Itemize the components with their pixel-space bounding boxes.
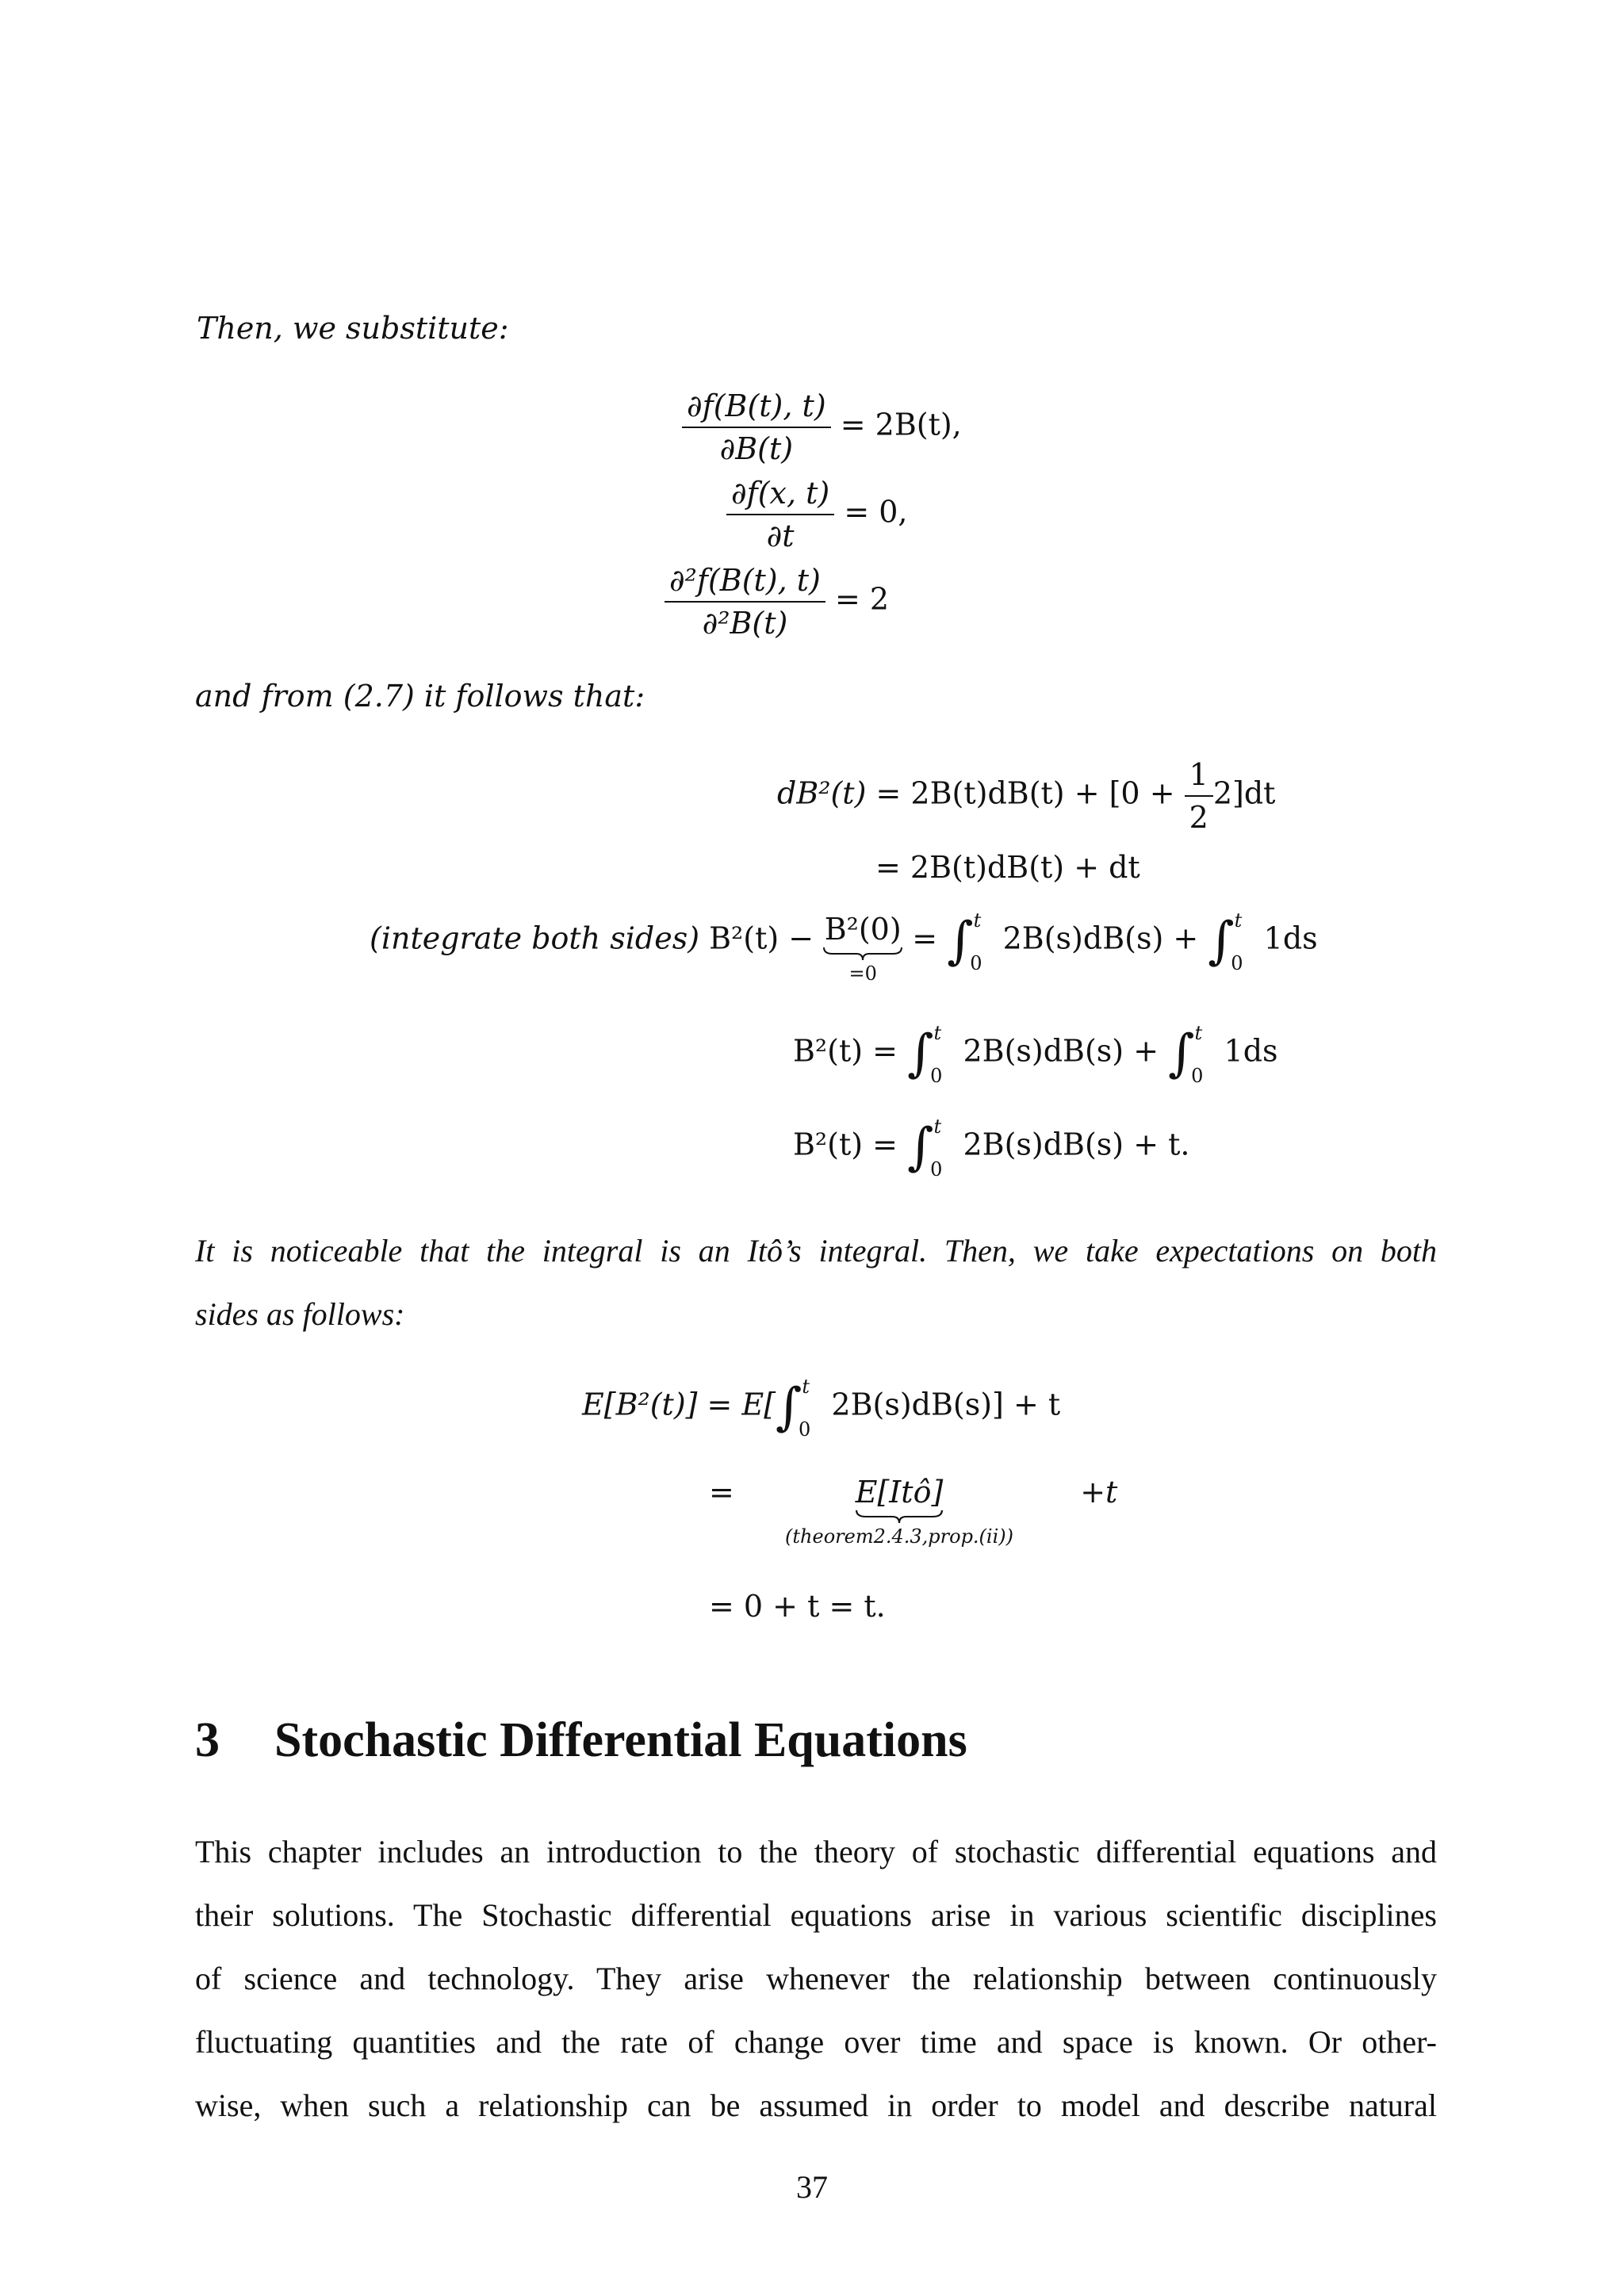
section-title: Stochastic Differential Equations <box>274 1713 967 1767</box>
eq-l4-body1: 2B(s)dB(s) + <box>963 1033 1159 1069</box>
integral-icon: ∫ <box>1168 1024 1195 1083</box>
integral-icon: ∫ <box>1208 912 1235 970</box>
eq-e1-body: 2B(s)dB(s)] + t <box>831 1387 1061 1422</box>
eq-integrate-note: (integrate both sides) <box>370 920 700 956</box>
underbrace-icon <box>823 947 902 961</box>
eq-half-den: 2 <box>1189 800 1208 835</box>
integral-icon: ∫ <box>947 912 974 970</box>
int-top-limit: t <box>1234 909 1243 932</box>
eq-e2-under: E[Itô] <box>855 1475 944 1510</box>
integral-icon: ∫ <box>776 1378 802 1437</box>
eq-l3-body2: 1ds <box>1263 920 1318 956</box>
int-bot-limit: 0 <box>930 1158 943 1181</box>
eq-derivative-1 <box>682 388 962 466</box>
int-bot-limit: 0 <box>1231 951 1243 974</box>
eq-l3-under: B²(0) <box>824 912 902 947</box>
eq-l5-body: 2B(s)dB(s) + t. <box>963 1127 1190 1162</box>
eq-l1-rhs-a: = 2B(t)dB(t) + [0 + <box>875 775 1175 811</box>
integral-icon: ∫ <box>907 1024 934 1083</box>
eq-ito-line-1 <box>777 757 1275 835</box>
integral-icon: ∫ <box>907 1118 934 1177</box>
eq-derivative-3 <box>665 563 889 641</box>
int-bot-limit: 0 <box>930 1064 943 1087</box>
eq-expect-line-2 <box>709 1475 1117 1548</box>
intro-text: Then, we substitute: <box>197 311 509 346</box>
eq-d2-numerator: ∂f(x, t) <box>726 476 834 515</box>
eq-ito-line-4 <box>793 1021 1278 1087</box>
eq-l4-body2: 1ds <box>1224 1033 1278 1069</box>
body-line: fluctuating quantities and the rate of change over time and space is known. Or other- <box>195 2024 1437 2060</box>
eq-d2-denominator: ∂t <box>766 519 795 553</box>
body-line: of science and technology. They arise whenever the relationship between continuously <box>195 1961 1437 1996</box>
page-number: 37 <box>796 2169 828 2205</box>
eq-l3-eq: = <box>912 920 938 956</box>
eq-ito-line-2: = 2B(t)dB(t) + dt <box>875 850 1140 885</box>
eq-d3-rhs: = 2 <box>834 581 890 617</box>
follow-text: and from (2.7) it follows that: <box>195 679 645 714</box>
eq-ito-line-5 <box>793 1115 1190 1181</box>
eq-l4-lhs: B²(t) = <box>793 1033 898 1069</box>
int-top-limit: t <box>933 1115 942 1138</box>
eq-e1-lhs: E[B²(t)] = E[ <box>582 1387 776 1422</box>
body-line: their solutions. The Stochastic differential equations arise in various scientific disciplines <box>195 1897 1437 1933</box>
eq-d1-numerator: ∂f(B(t), t) <box>682 388 831 428</box>
eq-expect-line-3: = 0 + t = t. <box>709 1589 886 1624</box>
paragraph-line: sides as follows: <box>195 1296 405 1332</box>
eq-expect-line-1 <box>582 1375 1061 1441</box>
eq-d1-denominator: ∂B(t) <box>719 431 794 466</box>
eq-l3-lhs: B²(t) − <box>709 920 814 956</box>
int-top-limit: t <box>973 909 982 932</box>
body-line: wise, when such a relationship can be assumed in order to model and describe natural <box>195 2087 1437 2123</box>
eq-derivative-2 <box>726 476 908 553</box>
int-top-limit: t <box>933 1021 942 1044</box>
eq-d3-denominator: ∂²B(t) <box>702 606 788 641</box>
int-top-limit: t <box>802 1375 810 1398</box>
section-heading <box>195 1712 967 1769</box>
eq-d2-rhs: = 0, <box>844 494 908 530</box>
int-bot-limit: 0 <box>799 1418 811 1441</box>
eq-l3-body1: 2B(s)dB(s) + <box>1002 920 1199 956</box>
int-bot-limit: 0 <box>970 951 982 974</box>
eq-ito-line-3 <box>370 909 1318 985</box>
eq-l3-under-label: =0 <box>848 962 877 985</box>
eq-half-num: 1 <box>1185 757 1213 797</box>
eq-l1-rhs-b: 2]dt <box>1212 775 1276 811</box>
eq-e2-eq: = <box>709 1475 734 1510</box>
eq-e2-under-label: (theorem2.4.3,prop.(ii)) <box>785 1525 1013 1548</box>
eq-d1-rhs: = 2B(t), <box>840 407 962 442</box>
body-line: This chapter includes an introduction to the theory of stochastic differential equations and <box>195 1834 1437 1869</box>
section-number: 3 <box>195 1713 220 1767</box>
eq-l1-lhs: dB²(t) <box>777 775 867 811</box>
eq-e2-plus: +t <box>1080 1475 1118 1510</box>
eq-d3-numerator: ∂²f(B(t), t) <box>665 563 825 603</box>
int-top-limit: t <box>1194 1021 1203 1044</box>
int-bot-limit: 0 <box>1191 1064 1204 1087</box>
underbrace-icon <box>856 1510 943 1524</box>
eq-l5-lhs: B²(t) = <box>793 1127 898 1162</box>
paragraph-line: It is noticeable that the integral is an Itô’s integral. Then, we take expectations on both <box>195 1233 1437 1269</box>
